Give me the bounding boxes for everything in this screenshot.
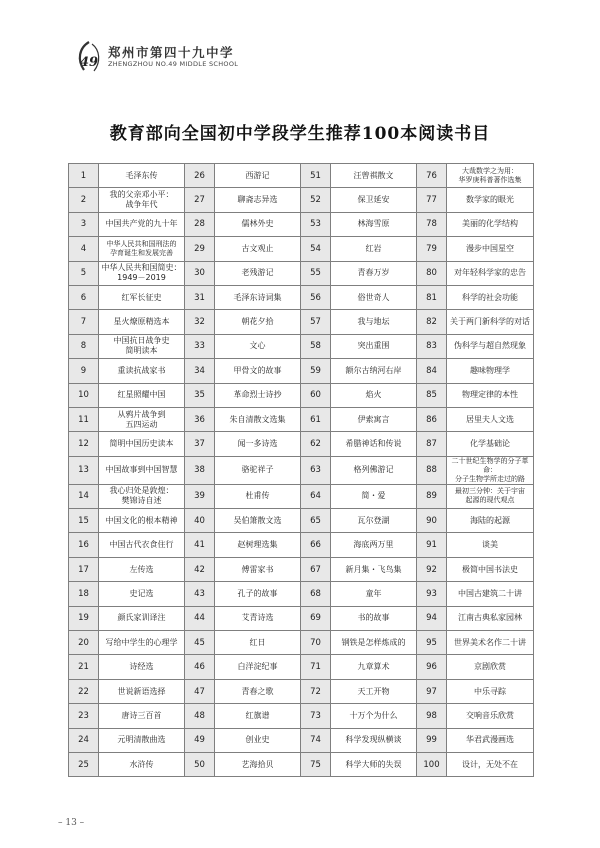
book-title: 青春之歌 <box>215 679 301 703</box>
book-title: 九章算术 <box>331 655 417 679</box>
book-title: 汪曾祺散文 <box>331 164 417 188</box>
book-title: 科学发现纵横谈 <box>331 728 417 752</box>
table-row <box>69 582 534 606</box>
book-title: 中国共产党的九十年 <box>99 212 185 236</box>
book-title: 科学的社会功能 <box>447 285 534 309</box>
book-number: 10 <box>69 383 99 407</box>
book-number: 77 <box>417 188 447 212</box>
book-number: 15 <box>69 509 99 533</box>
book-number: 50 <box>185 752 215 776</box>
book-title: 诗经选 <box>99 655 185 679</box>
book-number: 68 <box>301 582 331 606</box>
book-title: 林海雪原 <box>331 212 417 236</box>
book-title: 朝花夕拾 <box>215 310 301 334</box>
book-title: 孔子的故事 <box>215 582 301 606</box>
book-title: 简・爱 <box>331 484 417 508</box>
page-number: – 13 – <box>58 818 85 828</box>
book-number: 22 <box>69 679 99 703</box>
table-row <box>69 334 534 358</box>
table-row <box>69 728 534 752</box>
book-number: 32 <box>185 310 215 334</box>
table-row <box>69 456 534 484</box>
book-number: 17 <box>69 557 99 581</box>
book-number: 8 <box>69 334 99 358</box>
table-row <box>69 432 534 456</box>
table-row <box>69 484 534 508</box>
book-title: 青春万岁 <box>331 261 417 285</box>
book-title: 漫步中国星空 <box>447 237 534 261</box>
book-title: 物理定律的本性 <box>447 383 534 407</box>
table-row <box>69 631 534 655</box>
book-title: 闻一多诗选 <box>215 432 301 456</box>
book-title: 吴伯箫散文选 <box>215 509 301 533</box>
book-title: 红岩 <box>331 237 417 261</box>
book-title: 交响音乐欣赏 <box>447 704 534 728</box>
book-title: 居里夫人文选 <box>447 407 534 431</box>
book-title: 艾青诗选 <box>215 606 301 630</box>
book-title: 新月集・飞鸟集 <box>331 557 417 581</box>
book-title: 中国古代衣食住行 <box>99 533 185 557</box>
book-title: 左传选 <box>99 557 185 581</box>
book-title: 聊斋志异选 <box>215 188 301 212</box>
book-title: 钢铁是怎样炼成的 <box>331 631 417 655</box>
book-title: 江南古典私家园林 <box>447 606 534 630</box>
book-title: 古文观止 <box>215 237 301 261</box>
book-number: 85 <box>417 383 447 407</box>
book-number: 31 <box>185 285 215 309</box>
book-title: 十万个为什么 <box>331 704 417 728</box>
book-number: 93 <box>417 582 447 606</box>
book-number: 89 <box>417 484 447 508</box>
book-number: 21 <box>69 655 99 679</box>
book-number: 94 <box>417 606 447 630</box>
book-list-table <box>68 163 534 777</box>
book-title: 我的父亲邓小平： 战争年代 <box>99 188 185 212</box>
table-row <box>69 261 534 285</box>
book-number: 37 <box>185 432 215 456</box>
book-title: 史记选 <box>99 582 185 606</box>
book-title: 儒林外史 <box>215 212 301 236</box>
book-number: 99 <box>417 728 447 752</box>
book-title: 杜甫传 <box>215 484 301 508</box>
table-row <box>69 164 534 188</box>
book-number: 64 <box>301 484 331 508</box>
book-title: 重读抗战家书 <box>99 359 185 383</box>
book-title: 朱自清散文选集 <box>215 407 301 431</box>
book-number: 92 <box>417 557 447 581</box>
book-title: 瓦尔登湖 <box>331 509 417 533</box>
book-number: 63 <box>301 456 331 484</box>
book-number: 67 <box>301 557 331 581</box>
book-number: 62 <box>301 432 331 456</box>
book-number: 18 <box>69 582 99 606</box>
book-title: 突出重围 <box>331 334 417 358</box>
table-row <box>69 188 534 212</box>
book-number: 14 <box>69 484 99 508</box>
book-number: 35 <box>185 383 215 407</box>
table-row <box>69 212 534 236</box>
table-row <box>69 509 534 533</box>
book-number: 54 <box>301 237 331 261</box>
book-title: 俗世奇人 <box>331 285 417 309</box>
book-number: 95 <box>417 631 447 655</box>
book-title: 伪科学与超自然现象 <box>447 334 534 358</box>
book-title: 简明中国历史读本 <box>99 432 185 456</box>
book-number: 40 <box>185 509 215 533</box>
book-title: 我心归处是敦煌： 樊锦诗自述 <box>99 484 185 508</box>
book-number: 4 <box>69 237 99 261</box>
book-number: 34 <box>185 359 215 383</box>
book-number: 47 <box>185 679 215 703</box>
book-title: 中乐寻踪 <box>447 679 534 703</box>
table-row <box>69 752 534 776</box>
book-title: 老残游记 <box>215 261 301 285</box>
book-title: 中国抗日战争史 简明读本 <box>99 334 185 358</box>
book-number: 28 <box>185 212 215 236</box>
logo-text: 49 <box>80 55 99 70</box>
book-number: 69 <box>301 606 331 630</box>
book-number: 49 <box>185 728 215 752</box>
book-title: 星火燎原精选本 <box>99 310 185 334</box>
book-number: 36 <box>185 407 215 431</box>
book-number: 82 <box>417 310 447 334</box>
book-title: 艺海拾贝 <box>215 752 301 776</box>
book-number: 88 <box>417 456 447 484</box>
book-number: 45 <box>185 631 215 655</box>
book-number: 96 <box>417 655 447 679</box>
book-number: 79 <box>417 237 447 261</box>
book-title: 从鸦片战争到 五四运动 <box>99 407 185 431</box>
book-title: 傅雷家书 <box>215 557 301 581</box>
book-number: 75 <box>301 752 331 776</box>
book-title: 大哉数学之为用： 华罗庚科普著作选集 <box>447 164 534 188</box>
book-title: 中华人民共和国简史： 1949－2019 <box>99 261 185 285</box>
school-name-en: ZHENGZHOU NO.49 MIDDLE SCHOOL <box>108 60 239 68</box>
book-number: 38 <box>185 456 215 484</box>
table-row <box>69 407 534 431</box>
book-title: 毛泽东诗词集 <box>215 285 301 309</box>
book-title: 额尔古纳河右岸 <box>331 359 417 383</box>
book-number: 44 <box>185 606 215 630</box>
book-title: 我与地坛 <box>331 310 417 334</box>
book-title: 红星照耀中国 <box>99 383 185 407</box>
book-number: 6 <box>69 285 99 309</box>
book-number: 23 <box>69 704 99 728</box>
book-number: 76 <box>417 164 447 188</box>
book-title: 写给中学生的心理学 <box>99 631 185 655</box>
table-row <box>69 533 534 557</box>
table-row <box>69 557 534 581</box>
table-row <box>69 655 534 679</box>
book-title: 极简中国书法史 <box>447 557 534 581</box>
book-number: 78 <box>417 212 447 236</box>
book-number: 39 <box>185 484 215 508</box>
book-number: 52 <box>301 188 331 212</box>
book-title: 华君武漫画选 <box>447 728 534 752</box>
book-number: 60 <box>301 383 331 407</box>
book-number: 91 <box>417 533 447 557</box>
book-title: 骆驼祥子 <box>215 456 301 484</box>
book-number: 46 <box>185 655 215 679</box>
book-title: 颜氏家训译注 <box>99 606 185 630</box>
book-number: 81 <box>417 285 447 309</box>
book-number: 98 <box>417 704 447 728</box>
book-number: 55 <box>301 261 331 285</box>
book-number: 1 <box>69 164 99 188</box>
book-title: 伊索寓言 <box>331 407 417 431</box>
book-title: 革命烈士诗抄 <box>215 383 301 407</box>
table-row <box>69 704 534 728</box>
book-title: 中国故事到中国智慧 <box>99 456 185 484</box>
book-title: 文心 <box>215 334 301 358</box>
table-row <box>69 679 534 703</box>
book-title: 童年 <box>331 582 417 606</box>
book-number: 72 <box>301 679 331 703</box>
book-number: 70 <box>301 631 331 655</box>
book-title: 设计，无处不在 <box>447 752 534 776</box>
book-number: 24 <box>69 728 99 752</box>
book-number: 53 <box>301 212 331 236</box>
book-number: 7 <box>69 310 99 334</box>
book-title: 京剧欣赏 <box>447 655 534 679</box>
book-title: 最初三分钟：关于宇宙 起源的现代观点 <box>447 484 534 508</box>
book-list-body <box>69 164 534 777</box>
book-title: 中华人民共和国刑法的 孕育诞生和发展完善 <box>99 237 185 261</box>
book-number: 2 <box>69 188 99 212</box>
book-number: 86 <box>417 407 447 431</box>
book-title: 焰火 <box>331 383 417 407</box>
page-title: 教育部向全国初中学段学生推荐100本阅读书目 <box>109 124 491 144</box>
book-title: 中国古建筑二十讲 <box>447 582 534 606</box>
school-header <box>74 40 534 76</box>
book-number: 80 <box>417 261 447 285</box>
book-title: 关于两门新科学的对话 <box>447 310 534 334</box>
book-number: 33 <box>185 334 215 358</box>
book-title: 化学基础论 <box>447 432 534 456</box>
book-title: 二十世纪生物学的分子革命： 分子生物学所走过的路 <box>447 456 534 484</box>
book-number: 57 <box>301 310 331 334</box>
book-number: 42 <box>185 557 215 581</box>
book-title: 数学家的眼光 <box>447 188 534 212</box>
book-title: 红日 <box>215 631 301 655</box>
table-row <box>69 237 534 261</box>
table-row <box>69 359 534 383</box>
book-title: 海底两万里 <box>331 533 417 557</box>
book-title: 世说新语选择 <box>99 679 185 703</box>
book-number: 74 <box>301 728 331 752</box>
book-number: 66 <box>301 533 331 557</box>
book-title: 毛泽东传 <box>99 164 185 188</box>
book-number: 97 <box>417 679 447 703</box>
book-number: 3 <box>69 212 99 236</box>
school-name-cn: 郑州市第四十九中学 <box>108 45 235 60</box>
book-number: 5 <box>69 261 99 285</box>
book-title: 格列佛游记 <box>331 456 417 484</box>
book-number: 90 <box>417 509 447 533</box>
book-title: 红旗谱 <box>215 704 301 728</box>
book-number: 26 <box>185 164 215 188</box>
book-title: 天工开物 <box>331 679 417 703</box>
book-number: 19 <box>69 606 99 630</box>
book-title: 唐诗三百首 <box>99 704 185 728</box>
book-title: 海陆的起源 <box>447 509 534 533</box>
book-number: 61 <box>301 407 331 431</box>
book-number: 100 <box>417 752 447 776</box>
book-title: 科学大师的失误 <box>331 752 417 776</box>
book-number: 30 <box>185 261 215 285</box>
table-row <box>69 606 534 630</box>
book-title: 甲骨文的故事 <box>215 359 301 383</box>
book-number: 41 <box>185 533 215 557</box>
book-title: 世界美术名作二十讲 <box>447 631 534 655</box>
book-title: 创业史 <box>215 728 301 752</box>
book-title: 趣味物理学 <box>447 359 534 383</box>
book-title: 对年轻科学家的忠告 <box>447 261 534 285</box>
book-number: 13 <box>69 456 99 484</box>
book-number: 84 <box>417 359 447 383</box>
book-number: 65 <box>301 509 331 533</box>
book-number: 25 <box>69 752 99 776</box>
book-number: 48 <box>185 704 215 728</box>
book-number: 71 <box>301 655 331 679</box>
book-title: 白洋淀纪事 <box>215 655 301 679</box>
book-title: 元明清散曲选 <box>99 728 185 752</box>
book-number: 87 <box>417 432 447 456</box>
book-number: 59 <box>301 359 331 383</box>
book-number: 56 <box>301 285 331 309</box>
book-title: 水浒传 <box>99 752 185 776</box>
table-row <box>69 383 534 407</box>
book-title: 赵树理选集 <box>215 533 301 557</box>
book-title: 谈美 <box>447 533 534 557</box>
book-number: 20 <box>69 631 99 655</box>
book-title: 保卫延安 <box>331 188 417 212</box>
book-number: 9 <box>69 359 99 383</box>
book-number: 11 <box>69 407 99 431</box>
book-number: 83 <box>417 334 447 358</box>
book-number: 51 <box>301 164 331 188</box>
book-number: 27 <box>185 188 215 212</box>
book-title: 中国文化的根本精神 <box>99 509 185 533</box>
book-number: 12 <box>69 432 99 456</box>
book-number: 16 <box>69 533 99 557</box>
book-title: 希腊神话和传说 <box>331 432 417 456</box>
book-number: 58 <box>301 334 331 358</box>
table-row <box>69 310 534 334</box>
book-title: 书的故事 <box>331 606 417 630</box>
book-title: 美丽的化学结构 <box>447 212 534 236</box>
school-logo-icon <box>74 40 104 74</box>
book-number: 73 <box>301 704 331 728</box>
book-title: 红军长征史 <box>99 285 185 309</box>
book-title: 西游记 <box>215 164 301 188</box>
book-number: 43 <box>185 582 215 606</box>
table-row <box>69 285 534 309</box>
book-number: 29 <box>185 237 215 261</box>
